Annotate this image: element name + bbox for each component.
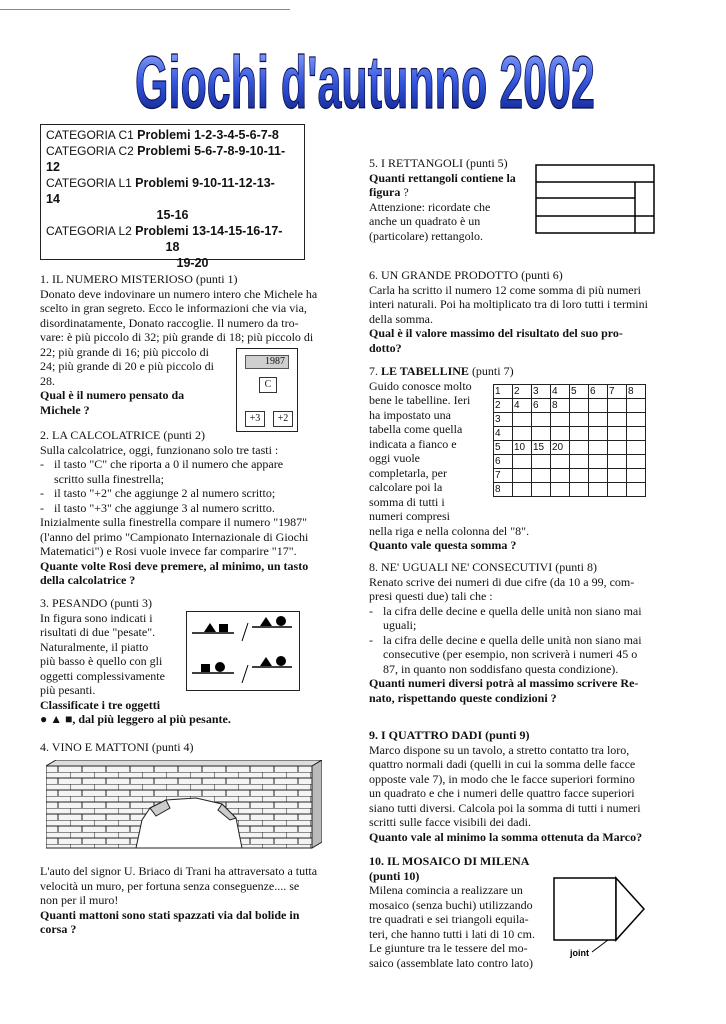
table-cell: 7 (608, 385, 627, 399)
table-cell (551, 427, 570, 441)
problem-6: 6. UN GRANDE PRODOTTO (punti 6) Carla ha scritto il numero 12 come somma di più numeri interi naturali. Poi ha moltiplicato tra di loro tutti i termini della somma. Qual è il valore massimo del risultato del suo pro- dotto? (369, 268, 655, 355)
table-cell (589, 469, 608, 483)
table-cell (589, 455, 608, 469)
rectangles-figure (535, 164, 655, 234)
table-cell (570, 455, 589, 469)
table-cell: 7 (494, 469, 513, 483)
table-cell: 6 (494, 455, 513, 469)
problem-5: 5. I RETTANGOLI (punti 5) Quanti rettangoli contiene la figura ? Attenzione: ricordate che anche un quadrato è un (particolare) rettangolo. (369, 156, 529, 243)
table-cell: 15 (532, 441, 551, 455)
problem-1: 1. IL NUMERO MISTERIOSO (punti 1) Donato deve indovinare un numero intero che Michele ha scelto in gran segreto. Ecco le informazioni che via via, disordinatamente, Donato raccoglie. Il numero da tro- vare: è più piccolo di 32; più grande di 18; più piccolo di 22; più grande di 16; più piccolo di 24; più grande di 20 e più piccolo di 28. Qual è il numero pensato da Michele ? (40, 272, 326, 417)
table-cell: 8 (494, 483, 513, 497)
mosaic-figure (548, 870, 648, 960)
question: dotto? (369, 340, 402, 355)
table-cell: 6 (589, 385, 608, 399)
table-cell (513, 483, 532, 497)
question: Quante volte Rosi deve premere, al minimo, un tasto (40, 558, 309, 573)
multiplication-table (493, 384, 646, 497)
question: della calcolatrice ? (40, 573, 136, 587)
categories-box (40, 124, 305, 270)
problem-9: 9. I QUATTRO DADI (punti 9) Marco dispone su un tavolo, a stretto contatto tra loro, quattro normali dadi (quelli in cui la somma delle facce opposte vale 7), in modo che le facce superiori formino un quadrato e che i numeri delle quattro facce superiori siano tutti diversi. Calcola poi la somma di tutti i numeri scritti sulle facce visibili dei dadi. Quanto vale al minimo la somma ottenuta da Marco? (369, 728, 659, 844)
table-cell (608, 483, 627, 497)
table-cell (589, 483, 608, 497)
problem-title: 2. LA CALCOLATRICE (punti 2) (40, 428, 205, 442)
question: Quanti rettangoli contiene la (369, 170, 516, 185)
question: Michele ? (40, 402, 90, 417)
table-row (494, 413, 646, 427)
question: Quanto vale questa somma ? (369, 538, 517, 552)
problem-4-text: L'auto del signor U. Briaco di Trani ha attraversato a tutta velocità un muro, per fortuna senza conseguenze.... se non per il muro! Quanti mattoni sono stati spazzati via dal bolide in corsa ? (40, 864, 330, 937)
table-cell (608, 455, 627, 469)
table-cell (627, 455, 646, 469)
table-cell (532, 413, 551, 427)
cat-problems-cont: 15-16 (156, 208, 189, 222)
problem-title: 8. NE' UGUALI NE' CONSECUTIVI (punti 8) (369, 560, 597, 574)
question: nato, rispettando queste condizioni ? (369, 690, 557, 705)
problem-3: 3. PESANDO (punti 3) In figura sono indicati i risultati di due "pesate". Naturalmente, il piatto più basso è quello con gli oggetti complessivamente più pesanti. Classificate i tre oggetti ● ▲ ■, dal più leggero al più pesante. (40, 596, 330, 727)
cat-problems: Problemi 9-10-11-12-13- (135, 176, 275, 190)
problem-4 (40, 740, 330, 755)
table-row (494, 385, 646, 399)
table-cell (608, 427, 627, 441)
calculator-key-c: C (259, 377, 277, 393)
problem-2: 2. LA CALCOLATRICE (punti 2) Sulla calcolatrice, oggi, funzionano solo tre tasti : - il tasto "C" che riporta a 0 il numero che appare scritto sulla finestrella; - il tasto "+2" che aggiunge 2 al numero scritto; - il tasto "+3" che aggiunge 3 al numero scritto. Inizialmente sulla finestrella compare il numero "1987" (l'anno del primo "Campionato Internazionale di Giochi Matematici") e Rosi vuole invece far comparire "17". Quante volte Rosi deve premere, al minimo, un tasto della calcolatrice ? (40, 428, 328, 588)
table-cell (570, 413, 589, 427)
problem-title: 3. PESANDO (punti 3) (40, 596, 153, 610)
table-cell (570, 441, 589, 455)
problem-8: 8. NE' UGUALI NE' CONSECUTIVI (punti 8) Renato scrive dei numeri di due cifre (da 10 a 99, com- presi questi due) tali che : - la cifra delle decine e quella delle unità non siano mai uguali; - la cifra delle decine e quella delle unità non siano mai consecutive (per esempio, non scriverà i numeri 45 o 87, in quanto non soddisfano questa condizione). Quanti numeri diversi potrà al massimo scrivere Re- nato, rispettando queste condizioni ? (369, 560, 657, 705)
cat-label: CATEGORIA C2 (46, 144, 134, 158)
calculator-figure (236, 348, 298, 432)
table-cell (627, 469, 646, 483)
question: Qual è il numero pensato da (40, 388, 185, 402)
table-cell: 4 (551, 385, 570, 399)
top-rule (0, 9, 290, 10)
cat-problems: Problemi 13-14-15-16-17- (135, 224, 283, 238)
problem-title: LE TABELLINE (381, 364, 469, 378)
problem-title: 1. IL NUMERO MISTERIOSO (punti 1) (40, 272, 238, 286)
table-row (494, 427, 646, 441)
table-cell (570, 427, 589, 441)
table-cell: 2 (494, 399, 513, 413)
table-cell (589, 441, 608, 455)
cat-label: CATEGORIA L1 (46, 176, 132, 190)
joint-label: joint (570, 948, 589, 958)
title-text: Giochi d'autunno 2002 (135, 41, 595, 120)
table-row (494, 483, 646, 497)
table-cell: 5 (494, 441, 513, 455)
table-cell (608, 399, 627, 413)
calculator-key-plus2: +2 (273, 411, 293, 427)
table-row (494, 469, 646, 483)
problem-title: 6. UN GRANDE PRODOTTO (punti 6) (369, 268, 563, 282)
table-cell (627, 427, 646, 441)
table-cell: 5 (570, 385, 589, 399)
table-cell: 6 (532, 399, 551, 413)
table-cell: 1 (494, 385, 513, 399)
table-row (494, 399, 646, 413)
table-cell: 3 (494, 413, 513, 427)
cat-problems-cont: 12 (46, 160, 60, 174)
table-cell: 2 (513, 385, 532, 399)
table-cell (532, 483, 551, 497)
question: Quanto vale al minimo la somma ottenuta da Marco? (369, 829, 643, 844)
table-cell (589, 427, 608, 441)
question: Quanti mattoni sono stati spazzati via dal bolide in (40, 907, 300, 922)
cat-label: CATEGORIA C1 (46, 128, 134, 142)
table-cell (532, 455, 551, 469)
table-cell: 8 (627, 385, 646, 399)
problem-10: 10. IL MOSAICO DI MILENA (punti 10) Milena comincia a realizzare un mosaico (senza buchi) utilizzando tre quadrati e sei triangoli equila- teri, che hanno tutti i lati di 10 cm. Le giunture tra le tessere del mo- saico (assemblate lato contro lato) (369, 854, 559, 970)
table-cell (570, 483, 589, 497)
table-cell (513, 413, 532, 427)
calculator-key-plus3: +3 (245, 411, 265, 427)
cat-problems: Problemi 1-2-3-4-5-6-7-8 (137, 128, 279, 142)
question: ● ▲ ■, dal più leggero al più pesante. (40, 712, 231, 726)
table-cell (551, 455, 570, 469)
table-cell (589, 413, 608, 427)
problem-title: 10. IL MOSAICO DI MILENA (punti 10) (369, 854, 529, 883)
question: Qual è il valore massimo del risultato del suo pro- (369, 326, 623, 340)
table-cell (589, 399, 608, 413)
table-cell (570, 399, 589, 413)
table-cell (532, 469, 551, 483)
table-cell (608, 469, 627, 483)
table-cell (551, 413, 570, 427)
table-cell: 8 (551, 399, 570, 413)
table-cell (513, 455, 532, 469)
table-cell (627, 441, 646, 455)
table-cell (608, 441, 627, 455)
table-cell: 4 (494, 427, 513, 441)
cat-problems-cont: 19-20 (176, 256, 209, 270)
problem-title: 5. I RETTANGOLI (punti 5) (369, 156, 508, 170)
question: Quanti numeri diversi potrà al massimo scrivere Re- (369, 676, 639, 690)
scales-figure (186, 611, 300, 691)
brick-wall-figure (46, 760, 322, 850)
cat-label: CATEGORIA L2 (46, 224, 132, 238)
table-cell (627, 483, 646, 497)
table-row (494, 455, 646, 469)
table-cell: 3 (532, 385, 551, 399)
table-row (494, 441, 646, 455)
question: corsa ? (40, 922, 77, 936)
question: figura (369, 185, 401, 199)
cat-problems: Problemi 5-6-7-8-9-10-11- (137, 144, 286, 158)
problem-title: 4. VINO E MATTONI (punti 4) (40, 740, 194, 754)
table-cell (627, 399, 646, 413)
table-cell (513, 469, 532, 483)
problem-7: 7. LE TABELLINE (punti 7) Guido conosce molto bene le tabelline. Ieri ha impostato una tabella come quella indicata a fianco e oggi vuole completarla, per calcolare poi la somma di tutti i numeri compresi nella riga e nella colonna del "8". Quanto vale questa somma ? (369, 364, 659, 553)
table-cell (513, 427, 532, 441)
table-cell (551, 469, 570, 483)
title-wordart (130, 40, 600, 120)
table-cell: 10 (513, 441, 532, 455)
cat-problems-cont: 18 (165, 240, 180, 254)
table-cell: 20 (551, 441, 570, 455)
table-cell (532, 427, 551, 441)
table-cell (570, 469, 589, 483)
calculator-display: 1987 (245, 355, 289, 369)
table-cell (551, 483, 570, 497)
table-cell (608, 413, 627, 427)
question: Classificate i tre oggetti (40, 697, 161, 712)
cat-problems-cont: 14 (46, 192, 60, 206)
problem-title: 9. I QUATTRO DADI (punti 9) (369, 728, 530, 742)
table-cell (627, 413, 646, 427)
table-cell: 4 (513, 399, 532, 413)
